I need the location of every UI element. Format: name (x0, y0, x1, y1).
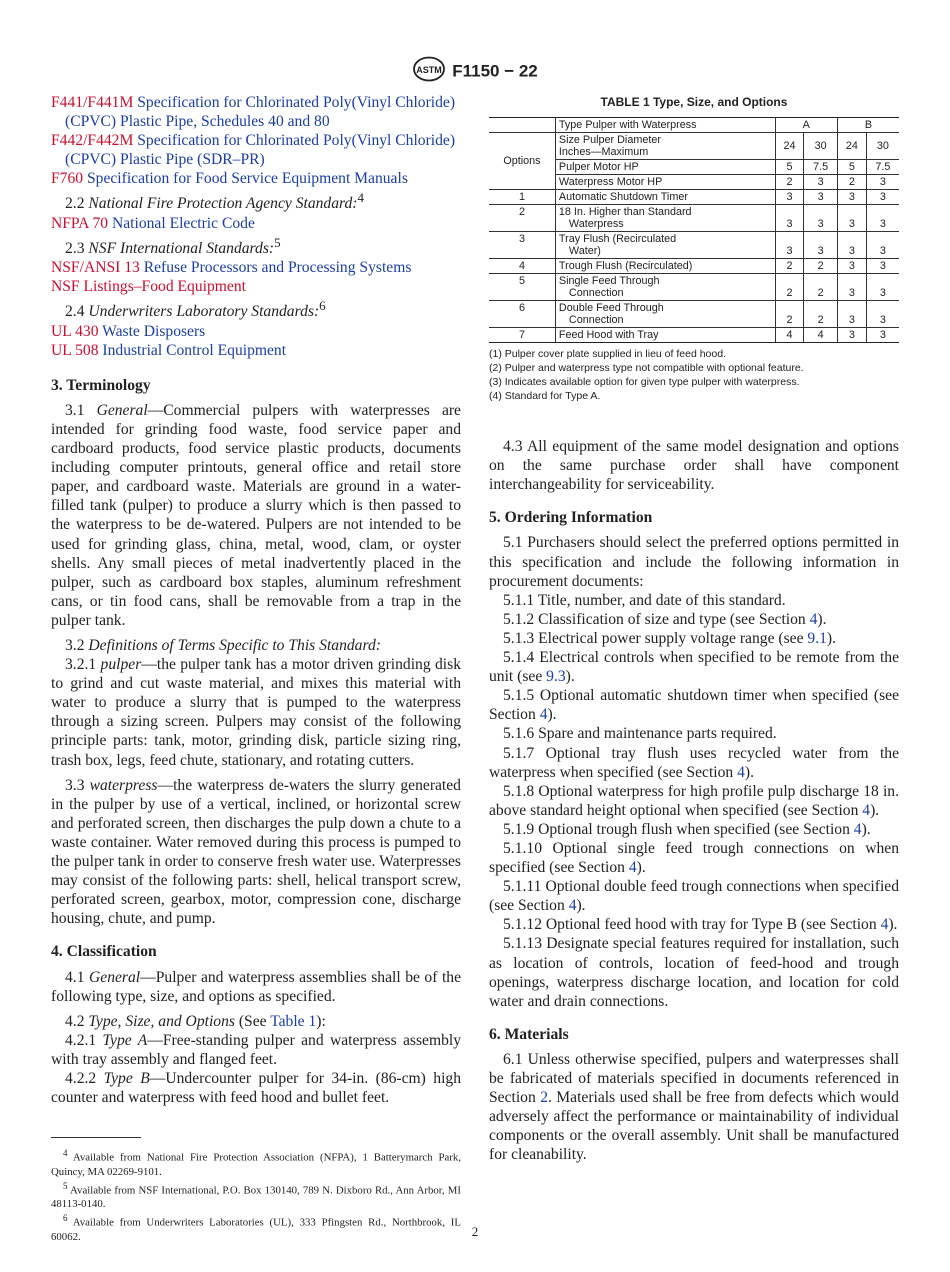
item-5-1-6: 5.1.6 Spare and maintenance parts required. (503, 725, 777, 743)
footnote-5: $^5$ Available from NSF International, P.O. Box 130140, 789 N. Dixboro Rd., Ann Arbor, MI 48113-0140. (51, 1180, 461, 1211)
item-5-1-2: 5.1.2 Classification of size and type (see Section 4). (503, 610, 827, 628)
reference-ul-430[interactable]: UL 430 Waste Disposers (51, 322, 206, 340)
astm-logo-icon (412, 56, 446, 87)
item-5-1-7: 5.1.7 Optional tray flush uses recycled water from the waterpress when specified (see Section 4). (489, 744, 899, 781)
item-5-1-10: 5.1.10 Optional single feed trough connections on when specified (see Section 4). (489, 839, 899, 877)
page-number: 2 (471, 1224, 479, 1239)
reference-ul-508[interactable]: UL 508 Industrial Control Equipment (51, 341, 287, 359)
table-row: 3 Tray Flush (Recirculated Water) 3 3 3 3 (489, 232, 899, 259)
table-notes: (1) Pulper cover plate supplied in lieu of feed hood. (2) Pulper and waterpress type not compatible with optional feature. (3) Indicates available option for given type pulper with waterpress. (4) Standard for Type A. (489, 348, 804, 403)
table-row: 1 Automatic Shutdown Timer 3 3 3 3 (489, 190, 899, 205)
options-label: Options (489, 133, 555, 190)
reference-nsf-listings[interactable]: NSF Listings–Food Equipment (51, 278, 246, 296)
paragraph-3-2: 3.2 Definitions of Terms Specific to This Standard: (65, 637, 381, 654)
reference-f441[interactable]: F441/F441M Specification for Chlorinated Poly(Vinyl Chloride) (CPVC) Plastic Pipe, Schedules 40 and 80 (51, 94, 456, 131)
section-2-4: 2.4 Underwriters Laboratory Standards:$^6$ (65, 298, 326, 321)
table-row: 5 Single Feed Through Connection 2 2 3 3 (489, 274, 899, 301)
item-5-1-4: 5.1.4 Electrical controls when specified to be remote from the unit (see 9.3). (489, 649, 899, 686)
item-5-1-1: 5.1.1 Title, number, and date of this standard. (503, 591, 786, 609)
item-5-1-12: 5.1.12 Optional feed hood with tray for Type B (see Section 4). (503, 916, 898, 934)
heading-materials: 6. Materials (489, 1025, 569, 1043)
footnote-6: $^6$ Available from Underwriters Laboratories (UL), 333 Pfingsten Rd., Northbrook, IL 60062. (51, 1213, 461, 1243)
page-header (0, 56, 950, 87)
item-5-1-9: 5.1.9 Optional trough flush when specified (see Section 4). (503, 820, 871, 838)
right-column (489, 93, 899, 1164)
left-column (51, 93, 461, 1244)
table-row: 4 Trough Flush (Recirculated) 2 2 3 3 (489, 259, 899, 274)
heading-classification: 4. Classification (51, 943, 157, 961)
heading-ordering-information: 5. Ordering Information (489, 509, 653, 527)
paragraph-4-2: 4.2 Type, Size, and Options (See Table 1): (65, 1012, 326, 1030)
item-5-1-3: 5.1.3 Electrical power supply voltage range (see 9.1). (503, 629, 836, 647)
document-id: F1150 − 22 (452, 61, 538, 81)
item-5-1-5: 5.1.5 Optional automatic shutdown timer when specified (see Section 4). (489, 687, 899, 724)
item-5-1-13: 5.1.13 Designate special features required for installation, such as location of controls, location of feed-hood and trough openings, waterpress discharge location, and location for cold water and drain connections. (489, 935, 899, 1010)
paragraph-4-3: 4.3 All equipment of the same model designation and options on the same purchase order shall have component interchangeability for serviceability. (489, 438, 899, 494)
reference-nsf-13[interactable]: NSF/ANSI 13 Refuse Processors and Processing Systems (51, 259, 412, 277)
heading-terminology: 3. Terminology (51, 376, 151, 394)
paragraph-4-2-2: 4.2.2 Type B—Undercounter pulper for 34-in. (86-cm) high counter and waterpress with feed hood and bullet feet. (51, 1069, 462, 1107)
paragraph-4-1: 4.1 General—Pulper and waterpress assemblies shall be of the following type, size, and options as specified. (51, 968, 461, 1005)
table-row: 2 18 In. Higher than Standard Waterpress 3 3 3 3 (489, 205, 899, 232)
item-5-1-8: 5.1.8 Optional waterpress for high profile pulp discharge 18 in. above standard height optional when specified (see Section 4). (489, 782, 899, 819)
paragraph-4-2-1: 4.2.1 Type A—Free-standing pulper and waterpress assembly with tray assembly and flanged feet. (51, 1031, 461, 1068)
footnote-divider (51, 1137, 141, 1138)
table-row: 7 Feed Hood with Tray 4 4 3 3 (489, 328, 899, 343)
reference-nfpa-70[interactable]: NFPA 70 National Electric Code (51, 214, 255, 232)
table-row: 6 Double Feed Through Connection 2 2 3 3 (489, 301, 899, 328)
table-1-link[interactable]: Table 1 (270, 1012, 317, 1030)
reference-f442[interactable]: F442/F442M Specification for Chlorinated Poly(Vinyl Chloride) (CPVC) Plastic Pipe (SDR–PR) (51, 132, 456, 169)
item-5-1-11: 5.1.11 Optional double feed trough connections when specified (see Section 4). (489, 878, 899, 915)
paragraph-5-1: 5.1 Purchasers should select the preferred options permitted in this specification and include the following information in procurement documents: (489, 534, 899, 590)
paragraph-3-1: 3.1 General—Commercial pulpers with waterpresses are intended for grinding food waste, food service paper and cardboard products, food service plastic products, documents including computer printouts, general office and retail store paper, and cardboard waste. Materials are ground in a water-filled tank (pulper) to produce a slurry which is then passed to the waterpress to be de-watered. Pulpers are not intended to be used for grinding glass, china, metal, wood, clam, or oyster shells. Any small pieces of metal inadvertently placed in the pulper, such as cardboard box staples, aluminum refreshment cans, or tin food cans, shall be removable from a trap in the pulper tank. (51, 401, 461, 629)
paragraph-6-1: 6.1 Unless otherwise specified, pulpers and waterpresses shall be fabricated of materials specified in documents referenced in Section 2. Materials used shall be free from defects which would adversely affect the performance or maintainability of individual components or the overall assembly. Unit shall be manufactured for cleanability. (489, 1050, 899, 1164)
paragraph-3-2-1: 3.2.1 pulper—the pulper tank has a motor driven grinding disk to grind and cut waste material, and mixes this material with water to produce a slurry that is pumped to the waterpress through a sizing screen. Pulpers may consist of the following principle parts: tank, motor, grinding disk, particle sizing ring, trash box, legs, feed chute, stationary, and rotating cutters. (51, 656, 461, 769)
reference-f760[interactable]: F760 Specification for Food Service Equipment Manuals (51, 170, 408, 188)
table-title: TABLE 1 Type, Size, and Options (600, 95, 788, 109)
section-2-3: 2.3 NSF International Standards:$^5$ (65, 234, 281, 258)
options-table: Type Pulper with Waterpress A B Options Size Pulper Diameter Inches—Maximum 24 30 24 30 Pulper Motor HP 5 7.5 5 7.5 Waterpress Motor HP 2 3 2 3 1 Automatic Shutdown Timer 3 3 3 3 2 18 In. Higher than Standard Waterpress 3 3 3 3 3 Tray Flush (Recirculated Water) 3 3 3 3 4 Trough Flush (Recirculated) 2 2 3 3 5 Single Feed Through Connection 2 2 3 3 6 Double Feed Through Connection 2 2 3 3 7 Feed Hood with Tray 4 4 3 3 (489, 117, 899, 343)
footnote-4: $^4$ Available from National Fire Protection Association (NFPA), 1 Batterymarch Park, Quincy, MA 02269-9101. (51, 1148, 461, 1178)
paragraph-3-3: 3.3 waterpress—the waterpress de-waters the slurry generated in the pulper by use of a vertical, inclined, or horizontal screw and perforated screen, then discharges the pulp down a chute to a waste container. Water removed during this process is pumped to the pulper tank in order to conserve fresh water use. Waterpresses may consist of the following parts: shell, helical transport screw, perforated screen, gearbox, motor, compression cone, discharge housing, chute, and pump. (51, 776, 461, 928)
section-2-2: 2.2 National Fire Protection Agency Standard:$^4$ (65, 190, 364, 213)
type-label: Type Pulper with Waterpress (555, 118, 775, 133)
svg-text:ASTM: ASTM (416, 65, 442, 75)
